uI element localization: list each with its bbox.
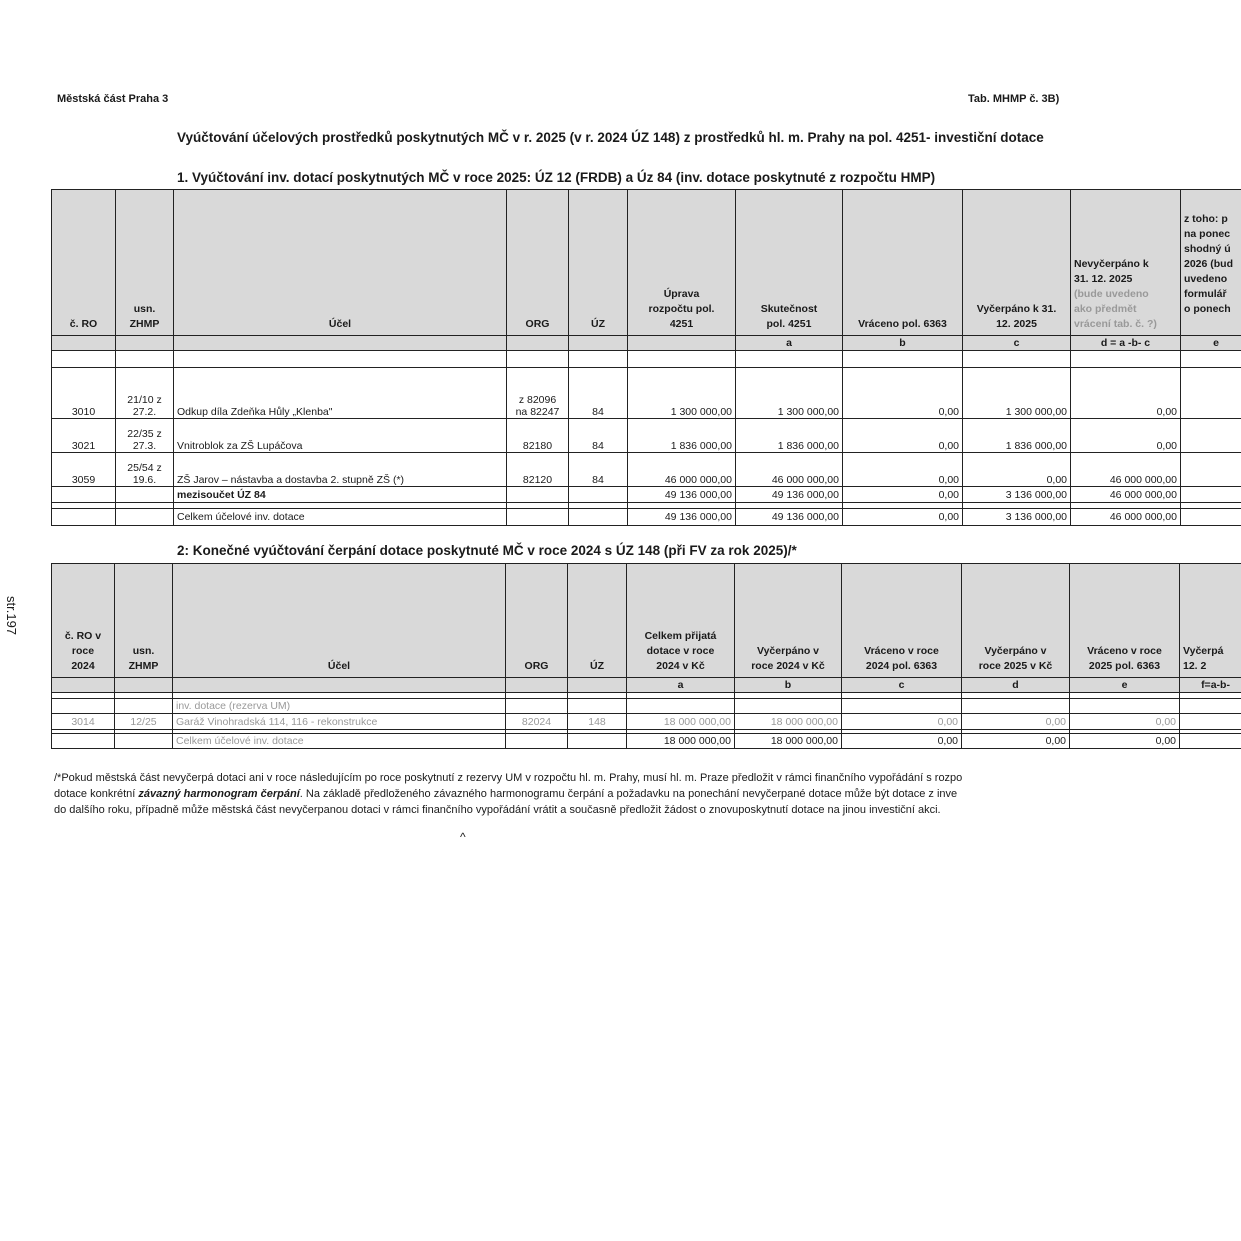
col-vraceno: Vráceno pol. 6363 — [843, 190, 963, 336]
section-2-heading: 2: Konečné vyúčtování čerpání dotace poskytnuté MČ v roce 2024 s ÚZ 148 (při FV za rok 2025)/* — [177, 543, 797, 558]
table-1 — [51, 189, 1241, 526]
col-usn: usn. ZHMP — [116, 190, 174, 336]
caret-mark: ^ — [460, 830, 466, 844]
table-2-header-row — [52, 564, 1241, 678]
table-2-letter-row: a b c d e f=a-b- — [52, 678, 1241, 693]
col-skutecnost: Skutečnost pol. 4251 — [736, 190, 843, 336]
col-ro-2024: č. RO v roce 2024 — [52, 564, 115, 678]
table-row: 3010 21/10 z 27.2. Odkup díla Zdeňka Hůly „Klenba" z 82096 na 82247 84 1 300 000,00 1 300 000,00 0,00 1 300 000,00 0,00 — [52, 368, 1241, 419]
page-number-label: str.197 — [4, 596, 19, 636]
col-org: ORG — [507, 190, 569, 336]
footnote: /*Pokud městská část nevyčerpá dotaci ani v roce následujícím po roce poskytnutí z rezervy UM v rozpočtu hl. m. Prahy, musí hl. m. Praze předložit v rámci finančního vypořádání s rozpo dotace konkrétní závazný harmonogram čerpání. Na základě předloženého závazného harmonogramu čerpání a požadavku na ponechání nevyčerpané dotace může být dotace z inve do dalšího roku, případně může městská část nevyčerpanou dotaci v rámci finančního vypořádání vrátit a současně předložit žádost o znovuposkytnutí dotace na jinou investiční akci. — [54, 772, 963, 816]
table-2 — [51, 563, 1241, 749]
col-prijata: Celkem přijatá dotace v roce 2024 v Kč — [627, 564, 735, 678]
col-ucel: Účel — [173, 564, 506, 678]
total-row: Celkem účelové inv. dotace 18 000 000,00 18 000 000,00 0,00 0,00 0,00 — [52, 734, 1241, 749]
category-row: inv. dotace (rezerva UM) — [52, 699, 1241, 714]
col-vraceno-2025: Vráceno v roce 2025 pol. 6363 — [1070, 564, 1180, 678]
col-uz: ÚZ — [568, 564, 627, 678]
col-uprava: Úprava rozpočtu pol. 4251 — [628, 190, 736, 336]
table-row: 3021 22/35 z 27.3. Vnitroblok za ZŠ Lupáčova 82180 84 1 836 000,00 1 836 000,00 0,00 1 836 000,00 0,00 — [52, 419, 1241, 453]
col-ro: č. RO — [52, 190, 116, 336]
col-vycerpano-2024: Vyčerpáno v roce 2024 v Kč — [735, 564, 842, 678]
page-title: Vyúčtování účelových prostředků poskytnutých MČ v r. 2025 (v r. 2024 ÚZ 148) z prostředků hl. m. Prahy na pol. 4251- investiční dotace — [177, 130, 1044, 145]
col-vycerpano-2025: Vyčerpáno v roce 2025 v Kč — [962, 564, 1070, 678]
table-1-header-row — [52, 190, 1241, 336]
table-row: 3059 25/54 z 19.6. ZŠ Jarov – nástavba a dostavba 2. stupně ZŠ (*) 82120 84 46 000 000,00 46 000 000,00 0,00 0,00 46 000 000,00 — [52, 453, 1241, 487]
col-z-toho: z toho: p na ponec shodný ú 2026 (bud uvedeno formulář o ponech — [1181, 190, 1241, 336]
total-row: Celkem účelové inv. dotace 49 136 000,00 49 136 000,00 0,00 3 136 000,00 46 000 000,00 — [52, 509, 1241, 526]
table-1-letter-row: a b c d = a -b- c e — [52, 336, 1241, 351]
col-vraceno-2024: Vráceno v roce 2024 pol. 6363 — [842, 564, 962, 678]
table-row: 3014 12/25 Garáž Vinohradská 114, 116 - rekonstrukce 82024 148 18 000 000,00 18 000 000,00 0,00 0,00 0,00 — [52, 714, 1241, 730]
footnote-emphasis: závazný harmonogram čerpání — [138, 788, 300, 800]
col-org: ORG — [506, 564, 568, 678]
col-uz: ÚZ — [569, 190, 628, 336]
district-name: Městská část Praha 3 — [57, 93, 169, 105]
col-vycerpano-last: Vyčerpá 12. 2 — [1180, 564, 1241, 678]
subtotal-row: mezisoučet ÚZ 84 49 136 000,00 49 136 000,00 0,00 3 136 000,00 46 000 000,00 — [52, 487, 1241, 503]
col-vycerpano: Vyčerpáno k 31. 12. 2025 — [963, 190, 1071, 336]
section-1-heading: 1. Vyúčtování inv. dotací poskytnutých MČ v roce 2025: ÚZ 12 (FRDB) a Úz 84 (inv. dotace poskytnuté z rozpočtu HMP) — [177, 170, 936, 185]
col-ucel: Účel — [174, 190, 507, 336]
col-nevycerpano: Nevyčerpáno k 31. 12. 2025 (bude uvedeno ako předmět vrácení tab. č. ?) — [1071, 190, 1181, 336]
col-usn: usn. ZHMP — [115, 564, 173, 678]
table-reference: Tab. MHMP č. 3B) — [968, 93, 1060, 105]
